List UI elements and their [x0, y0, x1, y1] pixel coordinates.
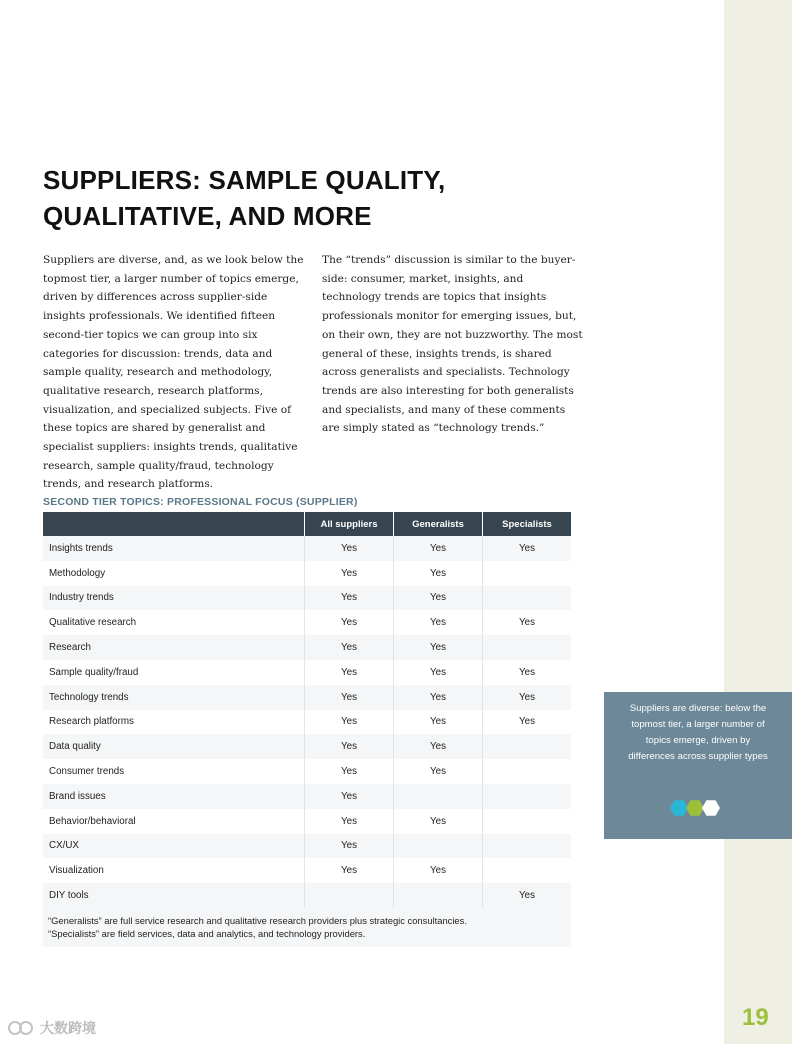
table-body — [43, 536, 571, 908]
all-suppliers-cell: Yes — [305, 635, 394, 660]
generalists-cell: Yes — [394, 536, 483, 561]
topic-cell: Methodology — [43, 561, 305, 586]
table-row — [43, 734, 571, 759]
watermark-text: 大数跨境 — [40, 1020, 96, 1036]
table-header — [43, 512, 571, 536]
specialists-cell — [483, 561, 571, 586]
all-suppliers-cell: Yes — [305, 685, 394, 710]
topic-cell: CX/UX — [43, 834, 305, 859]
header-cell-all-suppliers: All suppliers — [305, 512, 394, 536]
table-row — [43, 858, 571, 883]
table-row — [43, 710, 571, 735]
all-suppliers-cell: Yes — [305, 858, 394, 883]
table-title: SECOND TIER TOPICS: PROFESSIONAL FOCUS (SUPPLIER) — [43, 496, 358, 508]
topic-cell: Sample quality/fraud — [43, 660, 305, 685]
table-row — [43, 784, 571, 809]
table-footnote — [43, 908, 571, 947]
table-row — [43, 759, 571, 784]
generalists-cell: Yes — [394, 610, 483, 635]
footnote-specialists: “Specialists” are field services, data and analytics, and technology providers. — [48, 928, 366, 940]
generalists-cell: Yes — [394, 635, 483, 660]
table-row — [43, 809, 571, 834]
header-cell-generalists: Generalists — [394, 512, 483, 536]
topic-cell: Behavior/behavioral — [43, 809, 305, 834]
topic-cell: Insights trends — [43, 536, 305, 561]
topic-cell: Brand issues — [43, 784, 305, 809]
generalists-cell — [394, 834, 483, 859]
table-row — [43, 635, 571, 660]
hexagon-decoration — [604, 798, 792, 818]
specialists-cell: Yes — [519, 716, 535, 728]
generalists-cell: Yes — [394, 586, 483, 611]
watermark-logo-icon — [6, 1019, 36, 1037]
topic-cell: Industry trends — [43, 586, 305, 611]
topic-cell: Research platforms — [43, 710, 305, 735]
specialists-cell — [483, 858, 571, 883]
hexagon-white-icon — [702, 800, 720, 816]
body-text-right: The “trends” discussion is similar to the buyer-side: consumer, market, insights, and technology trends are topics that insights professionals monitor for emerging issues, but, on their own, they are not buzzworthy. The most general of these, insights trends, is shared across generalists and specialists. Technology trends are also interesting for both generalists and specialists, and many of these comments are simply stated as “technology trends.” — [322, 254, 583, 435]
specialists-cell — [483, 734, 571, 759]
table-row — [43, 660, 571, 685]
all-suppliers-cell: Yes — [305, 834, 394, 859]
generalists-cell: Yes — [394, 710, 483, 735]
body-text-left: Suppliers are diverse, and, as we look below the topmost tier, a larger number of topics emerge, driven by differences across supplier-side insights professionals. We identified fifteen second-tier topics we can group into six categories for discussion: trends, data and sample quality, research and methodology, qualitative research, research platforms, visualization, and specialized subjects. Five of these topics are shared by generalist and specialist suppliers: insights trends, qualitative research, sample quality/fraud, technology trends, and research platforms. — [43, 254, 304, 491]
callout-box — [604, 692, 792, 839]
table-row — [43, 685, 571, 710]
generalists-cell: Yes — [394, 561, 483, 586]
footnote-generalists: “Generalists” are full service research and qualitative research providers plus strategic consultancies. — [48, 914, 467, 926]
specialists-cell — [483, 635, 571, 660]
all-suppliers-cell: Yes — [305, 784, 394, 809]
all-suppliers-cell: Yes — [305, 610, 394, 635]
all-suppliers-cell — [305, 883, 394, 908]
specialists-cell: Yes — [519, 666, 535, 678]
table-row — [43, 610, 571, 635]
header-cell-topic — [43, 512, 305, 536]
generalists-cell — [394, 883, 483, 908]
generalists-cell: Yes — [394, 685, 483, 710]
topic-cell: Consumer trends — [43, 759, 305, 784]
specialists-cell — [483, 809, 571, 834]
table-row — [43, 883, 571, 908]
specialists-cell: Yes — [519, 617, 535, 629]
page-title — [43, 162, 603, 234]
table-row — [43, 586, 571, 611]
specialists-cell: Yes — [519, 890, 535, 902]
all-suppliers-cell: Yes — [305, 759, 394, 784]
page-number: 19 — [742, 1004, 769, 1031]
hexagon-blue-icon — [670, 800, 688, 816]
all-suppliers-cell: Yes — [305, 809, 394, 834]
specialists-cell — [483, 586, 571, 611]
generalists-cell: Yes — [394, 660, 483, 685]
topic-cell: Technology trends — [43, 685, 305, 710]
generalists-cell: Yes — [394, 759, 483, 784]
topic-cell: Data quality — [43, 734, 305, 759]
specialists-cell: Yes — [519, 542, 535, 554]
table-row — [43, 536, 571, 561]
generalists-cell: Yes — [394, 734, 483, 759]
page-title-line-1: SUPPLIERS: SAMPLE QUALITY, — [43, 165, 446, 195]
generalists-cell — [394, 784, 483, 809]
table-row — [43, 561, 571, 586]
generalists-cell: Yes — [394, 858, 483, 883]
specialists-cell: Yes — [519, 691, 535, 703]
all-suppliers-cell: Yes — [305, 710, 394, 735]
side-strip — [724, 0, 792, 1044]
watermark — [6, 1018, 96, 1038]
header-cell-specialists: Specialists — [502, 518, 552, 530]
topic-cell: Visualization — [43, 858, 305, 883]
specialists-cell — [483, 834, 571, 859]
all-suppliers-cell: Yes — [305, 734, 394, 759]
generalists-cell: Yes — [394, 809, 483, 834]
topic-cell: Qualitative research — [43, 610, 305, 635]
topics-table — [43, 512, 571, 947]
specialists-cell — [483, 784, 571, 809]
all-suppliers-cell: Yes — [305, 660, 394, 685]
specialists-cell — [483, 759, 571, 784]
topic-cell: Research — [43, 635, 305, 660]
all-suppliers-cell: Yes — [305, 536, 394, 561]
all-suppliers-cell: Yes — [305, 561, 394, 586]
table-row — [43, 834, 571, 859]
all-suppliers-cell: Yes — [305, 586, 394, 611]
hexagon-green-icon — [686, 800, 704, 816]
callout-text: Suppliers are diverse: below the topmost tier, a larger number of topics emerge, driven by differences across supplier types — [628, 703, 768, 762]
page-title-line-2: QUALITATIVE, AND MORE — [43, 201, 372, 231]
topic-cell: DIY tools — [43, 883, 305, 908]
